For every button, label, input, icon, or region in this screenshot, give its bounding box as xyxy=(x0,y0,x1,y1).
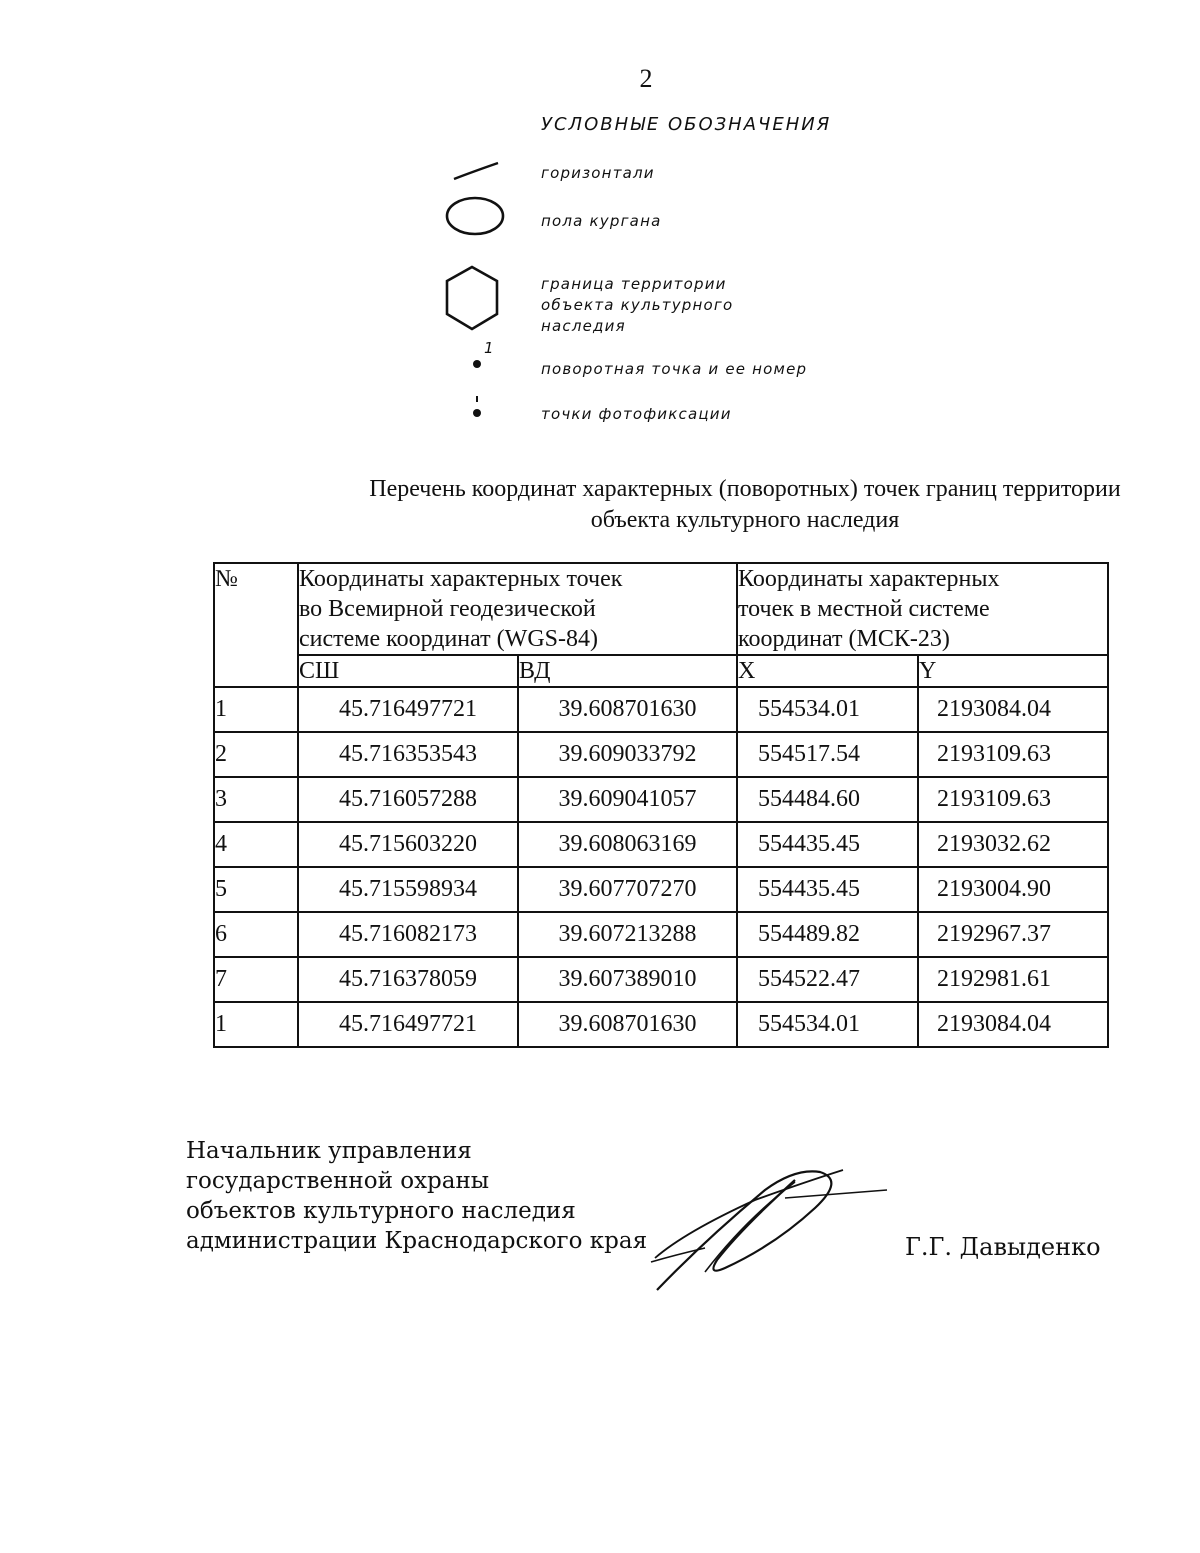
cell-longitude: 39.609041057 xyxy=(518,777,737,822)
table-row xyxy=(214,777,1108,822)
header-latitude: СШ xyxy=(298,655,518,687)
signatory-line-1: Начальник управления xyxy=(186,1138,472,1164)
cell-x: 554534.01 xyxy=(737,1002,918,1047)
signatory-position xyxy=(186,1136,647,1256)
cell-x: 554489.82 xyxy=(737,912,918,957)
ellipse-icon xyxy=(443,193,507,239)
cell-x: 554517.54 xyxy=(737,732,918,777)
legend-label-turn-point: поворотная точка и ее номер xyxy=(541,360,808,378)
cell-longitude: 39.607389010 xyxy=(518,957,737,1002)
cell-x: 554484.60 xyxy=(737,777,918,822)
cell-longitude: 39.608701630 xyxy=(518,1002,737,1047)
cell-y: 2193084.04 xyxy=(918,687,1108,732)
cell-number: 7 xyxy=(214,957,298,1002)
cell-number: 4 xyxy=(214,822,298,867)
photo-point-icon xyxy=(469,394,485,420)
legend-label-ellipse: пола кургана xyxy=(541,212,662,230)
header-wgs84-line-2: во Всемирной геодезической xyxy=(299,596,596,622)
table-caption-line-2: объекта культурного наследия xyxy=(590,507,900,533)
table-caption-line-1: Перечень координат характерных (поворотных) точек границ территории xyxy=(369,476,1121,502)
cell-longitude: 39.607213288 xyxy=(518,912,737,957)
signatory-line-4: администрации Краснодарского края xyxy=(186,1228,648,1254)
page-number: 2 xyxy=(639,64,653,93)
cell-y: 2193109.63 xyxy=(918,732,1108,777)
cell-x: 554522.47 xyxy=(737,957,918,1002)
table-subheader-row xyxy=(214,655,1108,687)
hexagon-label-line-1: граница территории xyxy=(541,275,727,293)
table-row xyxy=(214,822,1108,867)
cell-latitude: 45.716082173 xyxy=(298,912,518,957)
table-row xyxy=(214,957,1108,1002)
signatory-line-2: государственной охраны xyxy=(186,1168,490,1194)
cell-latitude: 45.716497721 xyxy=(298,687,518,732)
header-longitude: ВД xyxy=(518,655,737,687)
turn-point-icon xyxy=(470,357,484,371)
hexagon-label-line-2: объекта культурного xyxy=(541,296,734,314)
signer-name: Г.Г. Давыденко xyxy=(905,1233,1101,1261)
cell-x: 554534.01 xyxy=(737,687,918,732)
cell-longitude: 39.608063169 xyxy=(518,822,737,867)
contour-line-icon xyxy=(452,160,502,182)
cell-y: 2192981.61 xyxy=(918,957,1108,1002)
cell-longitude: 39.609033792 xyxy=(518,732,737,777)
signature-icon xyxy=(645,1160,895,1295)
cell-latitude: 45.715598934 xyxy=(298,867,518,912)
cell-x: 554435.45 xyxy=(737,822,918,867)
header-wgs84-line-3: системе координат (WGS-84) xyxy=(299,626,598,652)
signatory-line-3: объектов культурного наследия xyxy=(186,1198,576,1224)
header-msk23-line-1: Координаты характерных xyxy=(738,566,1000,592)
table-header-row xyxy=(214,563,1108,655)
header-msk23-line-3: координат (МСК-23) xyxy=(738,626,950,652)
legend-title: УСЛОВНЫЕ ОБОЗНАЧЕНИЯ xyxy=(541,114,832,135)
header-wgs84-line-1: Координаты характерных точек xyxy=(299,566,623,592)
legend-label-photo-point: точки фотофиксации xyxy=(541,405,732,423)
cell-number: 2 xyxy=(214,732,298,777)
cell-y: 2193109.63 xyxy=(918,777,1108,822)
cell-y: 2193004.90 xyxy=(918,867,1108,912)
header-y: Y xyxy=(918,655,1108,687)
header-number: № xyxy=(214,563,298,687)
legend-label-contour: горизонтали xyxy=(541,164,655,182)
cell-number: 5 xyxy=(214,867,298,912)
cell-longitude: 39.607707270 xyxy=(518,867,737,912)
header-msk23 xyxy=(737,563,1108,655)
cell-latitude: 45.716353543 xyxy=(298,732,518,777)
cell-latitude: 45.716378059 xyxy=(298,957,518,1002)
header-x: X xyxy=(737,655,918,687)
cell-y: 2193084.04 xyxy=(918,1002,1108,1047)
cell-x: 554435.45 xyxy=(737,867,918,912)
coordinates-table xyxy=(213,562,1109,1048)
cell-y: 2193032.62 xyxy=(918,822,1108,867)
turn-point-marker: 1 xyxy=(484,339,495,357)
table-row xyxy=(214,912,1108,957)
hexagon-icon xyxy=(444,264,500,332)
cell-latitude: 45.716497721 xyxy=(298,1002,518,1047)
table-caption xyxy=(200,474,1200,536)
legend-label-hexagon xyxy=(541,274,733,337)
table-row xyxy=(214,732,1108,777)
cell-number: 6 xyxy=(214,912,298,957)
cell-number: 1 xyxy=(214,687,298,732)
header-wgs84 xyxy=(298,563,737,655)
cell-latitude: 45.715603220 xyxy=(298,822,518,867)
cell-latitude: 45.716057288 xyxy=(298,777,518,822)
header-msk23-line-2: точек в местной системе xyxy=(738,596,990,622)
cell-y: 2192967.37 xyxy=(918,912,1108,957)
table-row xyxy=(214,1002,1108,1047)
table-row xyxy=(214,867,1108,912)
table-row xyxy=(214,687,1108,732)
cell-number: 3 xyxy=(214,777,298,822)
hexagon-label-line-3: наследия xyxy=(541,317,626,335)
cell-longitude: 39.608701630 xyxy=(518,687,737,732)
cell-number: 1 xyxy=(214,1002,298,1047)
